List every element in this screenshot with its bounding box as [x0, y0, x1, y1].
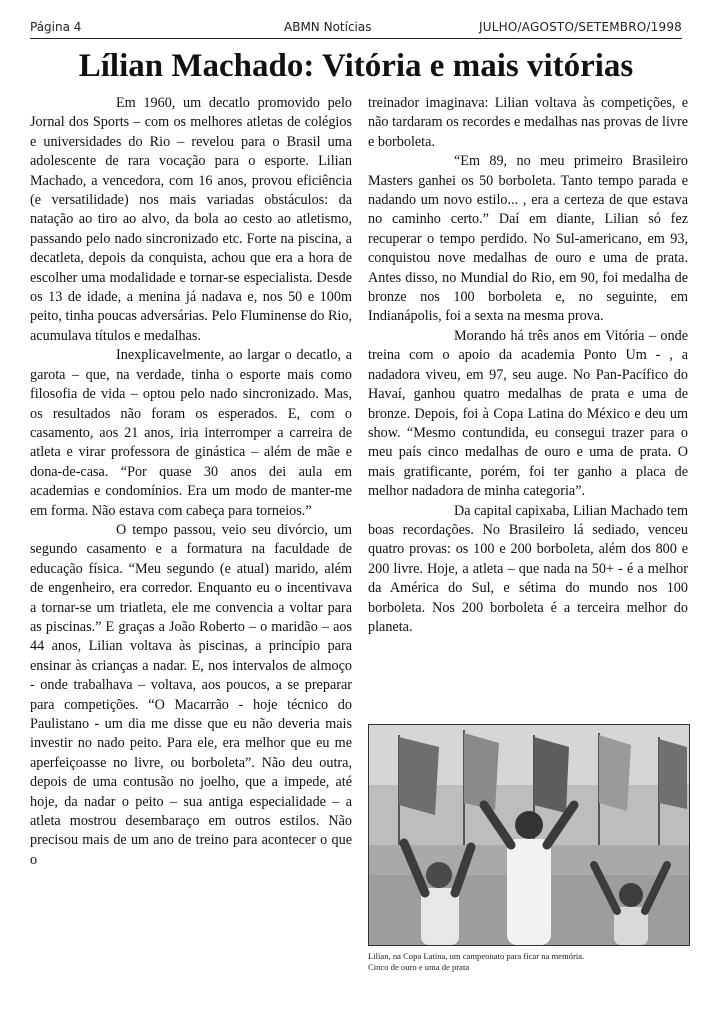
- photo-illustration: [369, 725, 689, 945]
- paragraph: Em 1960, um decatlo promovido pelo Jornal dos Sports – com os melhores atletas de colégios e universidades do Rio – revelou para o Brasil uma adolescente de rara vocação para o esporte. Lilian Machado, a vencedora, com 16 anos, provou eficiência (e versatilidade) nos mais variadas obstáculos: da natação ao tiro ao alvo, da bola ao cesto ao atletismo, passando pelo nado sincronizado etc. Forte na piscina, a decatleta, depois da conquista, achou que era a hora de escolher uma modalidade e tornar-se especialista. Desde os 13 de idade, a menina já nadava e, nos 50 e 100m peito, tinha poucas adversárias. Pelo Fluminense do Rio, acumulava títulos e medalhas.: [30, 95, 352, 344]
- paragraph: “Em 89, no meu primeiro Brasileiro Masters ganhei os 50 borboleta. Tanto tempo parada e nadando um novo estilo... , era a certeza de que estava no caminho certo.” Daí em diante, Lilian só fez recuperar o tempo perdido. No Sul-americano, em 93, conquistou nove medalhas de ouro e uma de prata. Antes disso, no Mundial do Rio, em 90, foi medalha de bronze nos 100 borboleta e, no seguinte, em Indianápolis, foi a sexta na mesma prova.: [368, 153, 688, 325]
- article-title: Lílian Machado: Vitória e mais vitórias: [78, 48, 634, 84]
- publication-name: ABMN Notícias: [284, 20, 372, 34]
- photo-caption: [368, 951, 698, 973]
- paragraph: Inexplicavelmente, ao largar o decatlo, a garota – que, na verdade, tinha o esporte mais como filosofia de vida – optou pelo nado sincronizado. Mas, os resultados não foram os esperados. E, com o casamento, aos 21 anos, iria interromper a carreira de atleta e virar professora de ginástica – além de mãe e dona-de-casa. “Por quase 30 anos dei aula em academias e condomínios. Era um modo de manter-me em forma. Não estava com cabeça para torneios.”: [30, 347, 352, 519]
- page-number: Página 4: [30, 20, 82, 34]
- paragraph: treinador imaginava: Lilian voltava às competições, e não tardaram os recordes e medalhas nas provas de livre e borboleta.: [368, 95, 688, 150]
- article-column-right: [368, 94, 688, 637]
- article-column-left: [30, 94, 352, 870]
- caption-line: Cinco de ouro e uma de prata: [368, 962, 470, 972]
- paragraph: Morando há três anos em Vitória – onde treina com o apoio da academia Ponto Um - , a nadadora viveu, em 97, seu auge. No Pan-Pacífico do Havaí, ganhou quatro medalhas de prata e uma de bronze. Depois, foi à Copa Latina do México e deu um show. “Mesmo contundida, eu consegui trazer para o meu país cinco medalhas de ouro e uma de prata. O mais gratificante, porém, foi ter ganho a placa de melhor nadadora de minha categoria”.: [368, 327, 688, 500]
- page-header: [30, 18, 682, 39]
- issue-date: JULHO/AGOSTO/SETEMBRO/1998: [479, 20, 682, 34]
- article-photo: [368, 724, 690, 946]
- paragraph: Da capital capixaba, Lilian Machado tem boas recordações. No Brasileiro lá sediado, venceu quatro provas: os 100 e 200 borboleta, além dos 800 e 200 livre. Hoje, a atleta – que nada na 50+ - é a melhor da América do Sul, e sétima do mundo nos 100 borboleta. Nos 200 borboleta é a terceira melhor do planeta.: [368, 502, 688, 635]
- caption-line: Lilian, na Copa Latina, um campeonato para ficar na memória.: [368, 951, 585, 961]
- paragraph: O tempo passou, veio seu divórcio, um segundo casamento e a formatura na faculdade de educação física. “Meu segundo (e atual) marido, além de engenheiro, era corredor. Enquanto eu o incentivava a tornar-se um triatleta, ele me convencia a voltar para as piscinas.” E graças a João Roberto – o maridão – aos 44 anos, Lilian voltava às piscinas, a princípio para ensinar às crianças a nadar. E, nos intervalos de almoço - onde trabalhava – voltava, aos poucos, a se preparar para competições. “O Macarrão - hoje técnico do Paulistano - um dia me disse que eu não deveria mais investir no nado peito. Para ele, era melhor que eu me aperfeiçoasse no livre, ou borboleta”. Não deu outra, depois de uma contusão no joelho, que a impede, até hoje, da nadar o peito – sua antiga especialidade – a atleta mostrou desembaraço em outros estilos. Não precisou mais de um ano de treino para acontecer o que o: [30, 521, 352, 868]
